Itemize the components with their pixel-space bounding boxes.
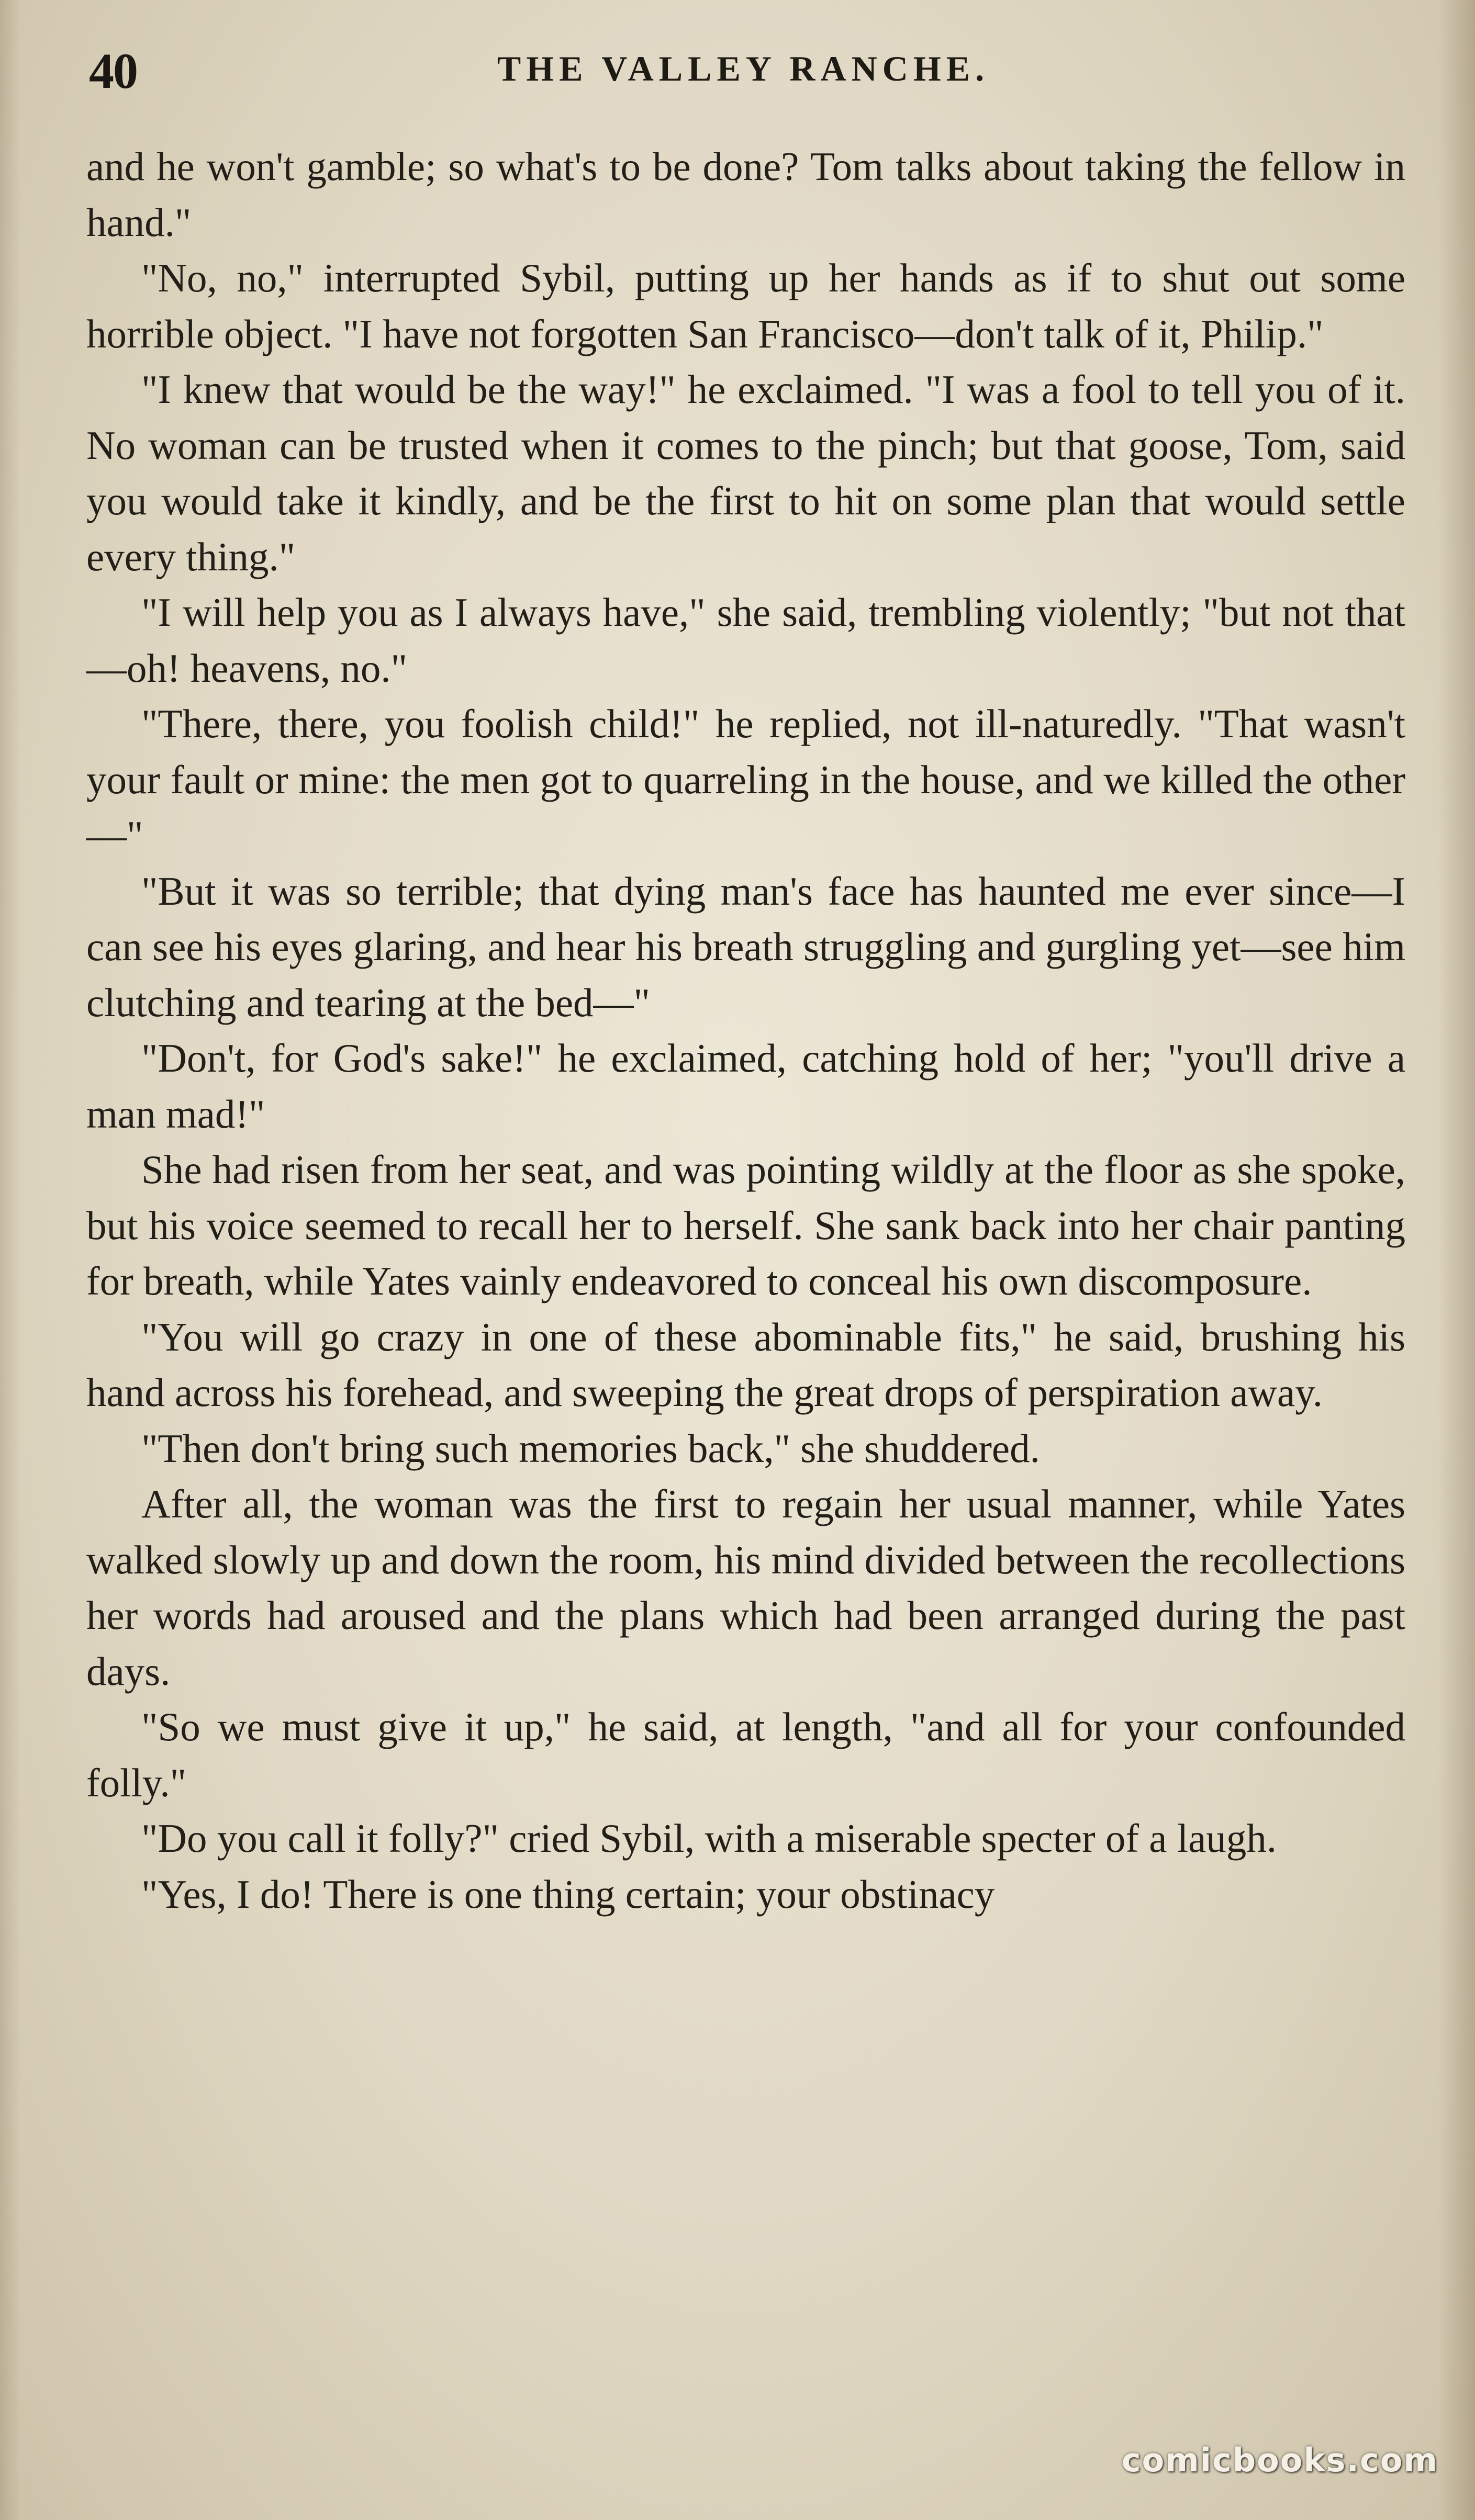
paragraph: "I will help you as I always have," she said, trembling violently; "but not that—oh! heavens, no." [86,590,1405,691]
page-edge-shadow-left [0,0,21,2520]
page-header [79,37,1408,99]
paragraph: and he won't gamble; so what's to be done? Tom talks about taking the fellow in hand." [86,144,1405,245]
paragraph: "Don't, for God's sake!" he exclaimed, catching hold of her; "you'll drive a man mad!" [86,1036,1405,1137]
page-edge-shadow-right [1438,0,1475,2520]
paragraph: "Then don't bring such memories back," she shuddered. [141,1425,1040,1471]
page-number: 40 [89,43,137,99]
paragraph: "But it was so terrible; that dying man's face has haunted me ever since—I can see his eyes glaring, and hear his breath struggling and gurgling yet—see him clutching and tearing at the bed—" [86,868,1405,1025]
paragraph: She had risen from her seat, and was pointing wildly at the floor as she spoke, but his voice seemed to recall her to herself. She sank back into her chair panting for breath, while Yates vainly endeavored to conceal his own discomposure. [86,1147,1405,1303]
paragraph: "So we must give it up," he said, at length, "and all for your confounded folly." [86,1704,1405,1805]
paragraph: "Yes, I do! There is one thing certain; your obstinacy [141,1871,995,1917]
body-text [86,139,1405,1922]
paragraph: After all, the woman was the first to regain her usual manner, while Yates walked slowly up and down the room, his mind divided between the recollections her words had aroused and the plans which had been arranged during the past days. [86,1481,1405,1694]
paragraph: "There, there, you foolish child!" he replied, not ill-naturedly. "That wasn't your fault or mine: the men got to quarreling in the house, and we killed the other—" [86,701,1405,858]
paragraph: "You will go crazy in one of these abominable fits," he said, brushing his hand across his forehead, and sweeping the great drops of perspiration away. [86,1314,1405,1415]
running-title: THE VALLEY RANCHE. [497,49,990,88]
watermark: comicbooks.com [1121,2441,1438,2479]
paragraph: "I knew that would be the way!" he exclaimed. "I was a fool to tell you of it. No woman can be trusted when it comes to the pinch; but that goose, Tom, said you would take it kindly, and be the first to hit on some plan that would settle every thing." [86,367,1405,579]
paragraph: "No, no," interrupted Sybil, putting up her hands as if to shut out some horrible object. "I have not forgotten San Francisco—don't talk of it, Philip." [86,255,1405,356]
paragraph: "Do you call it folly?" cried Sybil, with a miserable specter of a laugh. [141,1816,1277,1861]
